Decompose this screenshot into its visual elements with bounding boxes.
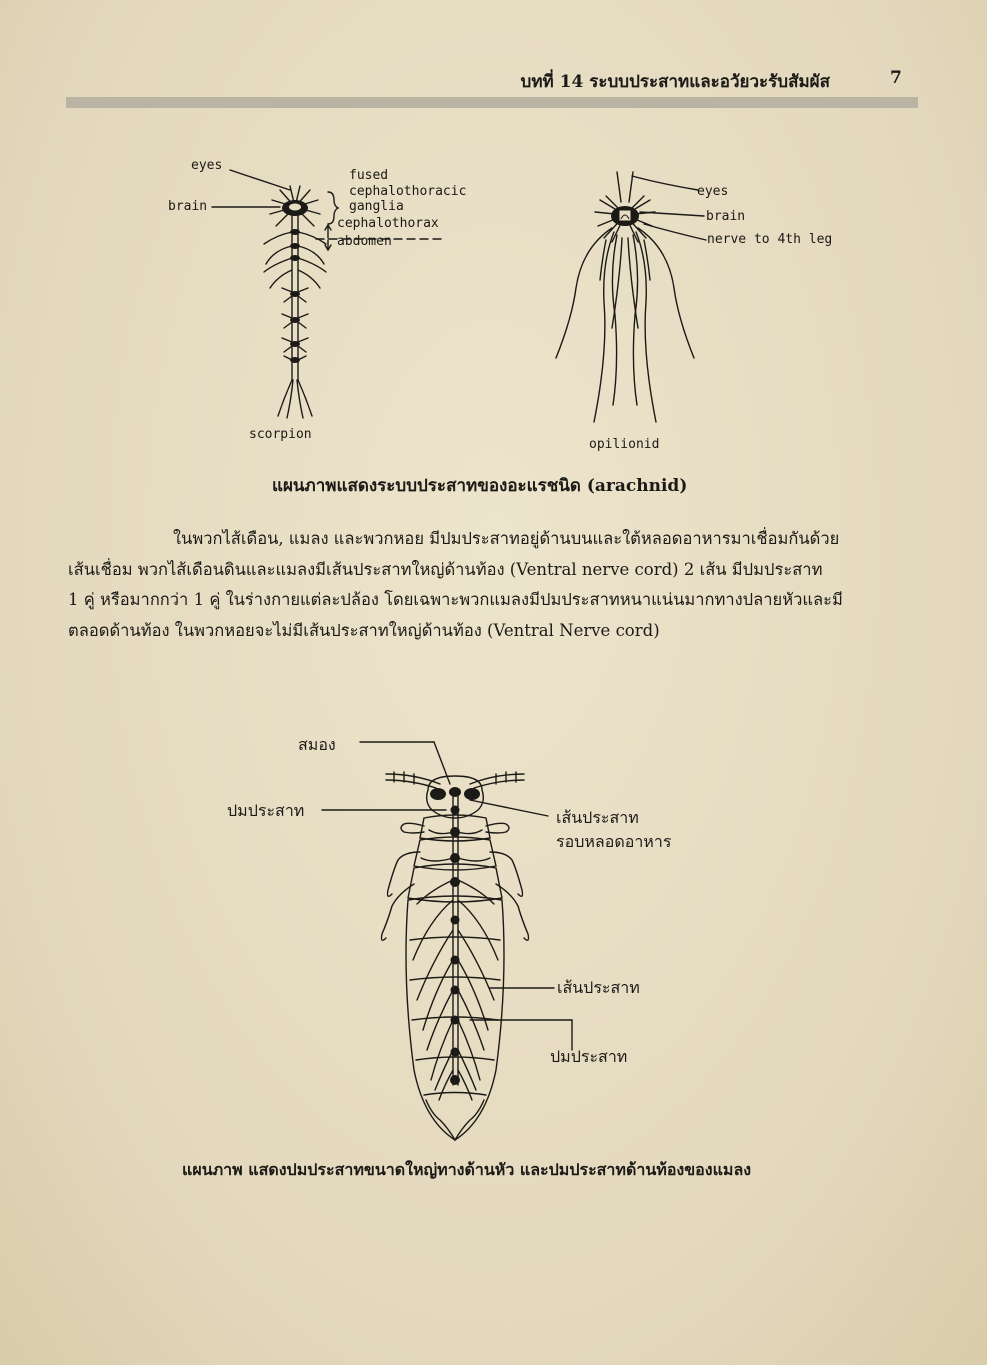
insect-brain-label: สมอง	[298, 735, 336, 754]
paragraph-line-2: เส้นเชื่อม พวกไส้เดือนดินและแมลงมีเส้นประสาทใหญ่ด้านท้อง (Ventral nerve cord) 2 เส้น มีปมประสาท	[68, 559, 823, 579]
scorpion-nervous-system-diagram	[160, 160, 480, 430]
scorpion-ganglia-label: ganglia	[349, 199, 404, 214]
opilionid-name-label: opilionid	[589, 437, 660, 452]
scorpion-cephalothoracic-label: cephalothoracic	[349, 184, 467, 199]
opilionid-eyes-label: eyes	[697, 184, 729, 199]
insect-ganglion-top-label: ปมประสาท	[227, 801, 305, 820]
insect-circumesophageal-label-1: เส้นประสาท	[556, 808, 639, 827]
page-number: 7	[890, 68, 902, 88]
scorpion-name-label: scorpion	[249, 427, 312, 442]
scorpion-eyes-label: eyes	[191, 158, 223, 173]
opilionid-nervous-system-diagram	[550, 165, 710, 440]
insect-nervous-system-diagram	[320, 740, 580, 1145]
insect-circumesophageal-label-2: รอบหลอดอาหาร	[556, 832, 672, 851]
opilionid-nerve-label: nerve to 4th leg	[707, 232, 833, 247]
paragraph-line-1: ในพวกไส้เดือน, แมลง และพวกหอย มีปมประสาทอยู่ด้านบนและใต้หลอดอาหารมาเชื่อมกันด้วย	[173, 529, 840, 548]
scorpion-abdomen-label: abdomen	[337, 234, 392, 249]
opilionid-brain-label: brain	[706, 209, 746, 224]
scorpion-fused-label: fused	[349, 168, 389, 183]
insect-nerve-label: เส้นประสาท	[557, 978, 640, 997]
paragraph-line-3: 1 คู่ หรือมากกว่า 1 คู่ ในร่างกายแต่ละปล้อง โดยเฉพาะพวกแมลงมีปมประสาทหนาแน่นมากทางปลายหัวและมี	[68, 590, 843, 609]
figure2-caption: แผนภาพ แสดงปมประสาทขนาดใหญ่ทางด้านหัว และปมประสาทด้านท้องของแมลง	[182, 1160, 752, 1179]
insect-ganglion-bottom-label: ปมประสาท	[550, 1047, 628, 1066]
paragraph-line-4: ตลอดด้านท้อง ในพวกหอยจะไม่มีเส้นประสาทใหญ่ด้านท้อง (Ventral Nerve cord)	[68, 620, 660, 640]
chapter-title: บทที่ 14 ระบบประสาทและอวัยวะรับสัมผัส	[520, 72, 830, 92]
body-paragraph	[68, 524, 918, 646]
scorpion-cephalothorax-label: cephalothorax	[337, 216, 439, 231]
figure1-caption: แผนภาพแสดงระบบประสาทของอะแรชนิด (arachnid)	[272, 476, 688, 496]
scorpion-brain-label: brain	[168, 199, 208, 214]
header-rule	[66, 97, 918, 108]
